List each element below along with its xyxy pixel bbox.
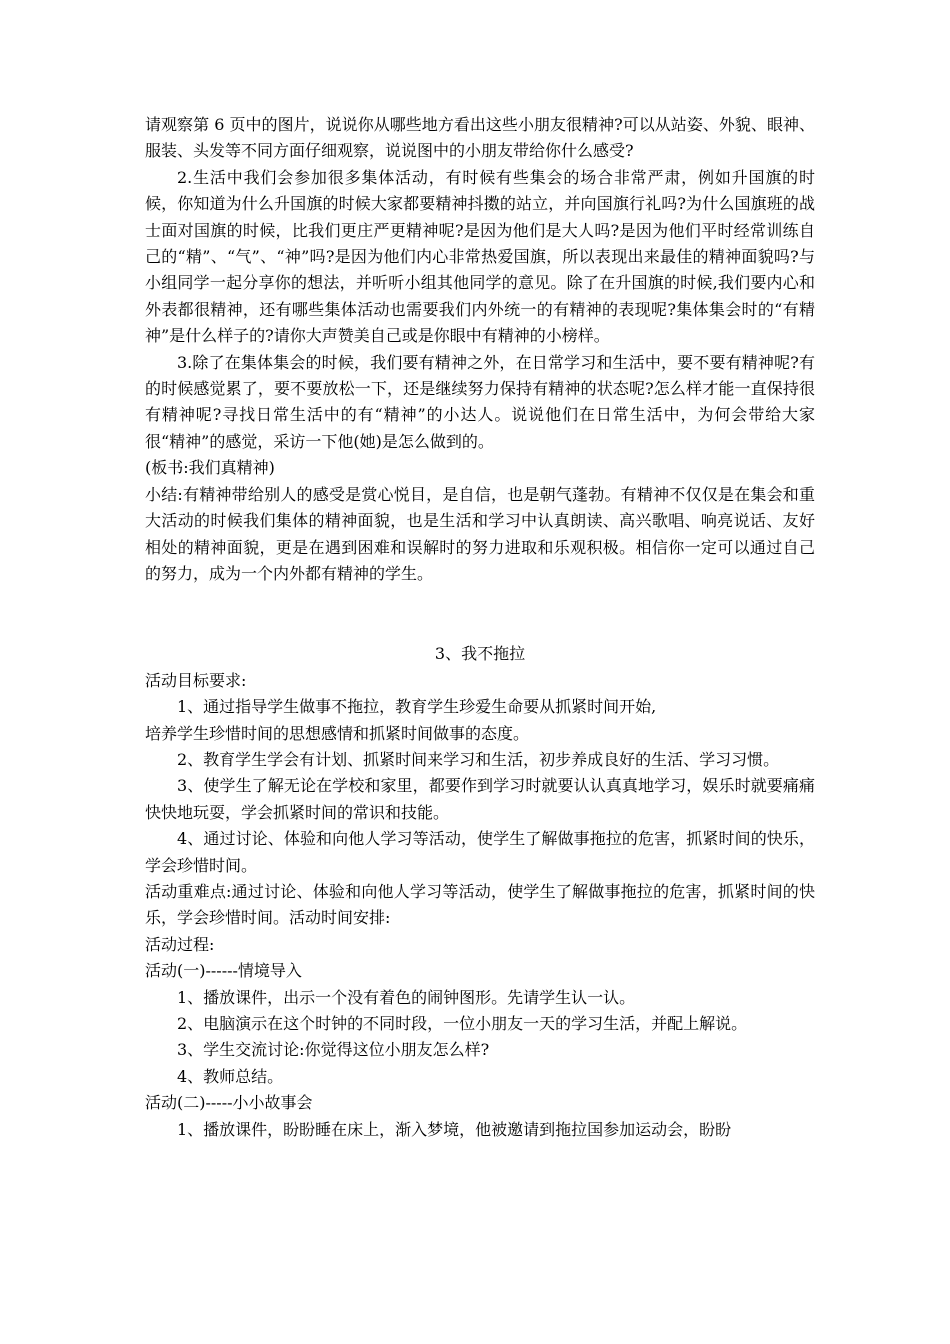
paragraph: 2、电脑演示在这个时钟的不同时段，一位小朋友一天的学习生活，并配上解说。 [177, 1014, 748, 1033]
paragraph: 2、教育学生学会有计划、抓紧时间来学习和生活，初步养成良好的生活、学习习惯。 [177, 749, 780, 769]
section-jingshen-body [145, 112, 815, 587]
paragraph: 活动(二)-----小小故事会 [145, 1093, 313, 1113]
paragraph: 1、播放课件，盼盼睡在床上，渐入梦境，他被邀请到拖拉国参加运动会，盼盼 [177, 1119, 732, 1139]
paragraph: 4、教师总结。 [177, 1066, 284, 1086]
paragraph: 活动过程: [145, 934, 215, 954]
paragraph: 3、使学生了解无论在学校和家里，都要作到学习时就要认认真真地学习，娱乐时就要痛痛快快地玩耍，学会抓紧时间的常识和技能。 [145, 776, 815, 822]
paragraph: 请观察第 6 页中的图片，说说你从哪些地方看出这些小朋友很精神?可以从站姿、外貌、眼神、服装、头发等不同方面仔细观察，说说图中的小朋友带给你什么感受? [145, 115, 815, 161]
paragraph: 小结:有精神带给别人的感受是赏心悦目，是自信，也是朝气蓬勃。有精神不仅仅是在集会和重大活动的时候我们集体的精神面貌，也是生活和学习中认真朗读、高兴歌唱、响亮说话、友好相处的精神面貌，更是在遇到困难和误解时的努力进取和乐观积极。相信你一定可以通过自己的努力，成为一个内外都有精神的学生。 [145, 484, 815, 583]
paragraph: 1、播放课件，出示一个没有着色的闹钟图形。先请学生认一认。 [177, 987, 636, 1007]
paragraph: 活动目标要求: [145, 670, 247, 690]
paragraph: 4、通过讨论、体验和向他人学习等活动，使学生了解做事拖拉的危害，抓紧时间的快乐，学会珍惜时间。 [145, 829, 815, 875]
paragraph: 活动重难点:通过讨论、体验和向他人学习等活动，使学生了解做事拖拉的危害，抓紧时间的快乐，学会珍惜时间。活动时间安排: [145, 881, 815, 928]
paragraph: 2.生活中我们会参加很多集体活动，有时候有些集会的场合非常严肃，例如升国旗的时候，你知道为什么升国旗的时候大家都要精神抖擞的站立，并向国旗行礼吗?为什么国旗班的战士面对国旗的时候，比我们更庄严更精神呢?是因为他们是大人吗?是因为他们平时经常训练自己的“精”、“气”、“神”吗?是因为他们内心非常热爱国旗，所以表现出来最佳的精神面貌吗?与小组同学一起分享你的想法，并听听小组其他同学的意见。除了在升国旗的时候,我们要内心和外表都很精神，还有哪些集体活动也需要我们内外统一的有精神的表现呢?集体集会时的“有精神”是什么样子的?请你大声赞美自己或是你眼中有精神的小榜样。 [145, 167, 815, 346]
paragraph: 3.除了在集体集会的时候，我们要有精神之外，在日常学习和生活中，要不要有精神呢?有的时候感觉累了，要不要放松一下，还是继续努力保持有精神的状态呢?怎么样才能一直保持很有精神呢?寻找日常生活中的有“精神”的小达人。说说他们在日常生活中，为何会带给大家很“精神”的感觉，采访一下他(她)是怎么做到的。 [145, 352, 815, 451]
paragraph: 1、通过指导学生做事不拖拉，教育学生珍爱生命要从抓紧时间开始, [177, 697, 657, 717]
paragraph: 3、学生交流讨论:你觉得这位小朋友怎么样? [177, 1040, 490, 1060]
paragraph: 活动(一)------情境导入 [145, 961, 302, 981]
paragraph: (板书:我们真精神) [145, 458, 275, 478]
section-gap [145, 587, 815, 641]
section-title: 3、我不拖拉 [434, 644, 526, 664]
section-bu-tuola-body [145, 668, 815, 1143]
document-page [145, 112, 815, 1143]
paragraph: 培养学生珍惜时间的思想感情和抓紧时间做事的态度。 [145, 723, 530, 743]
